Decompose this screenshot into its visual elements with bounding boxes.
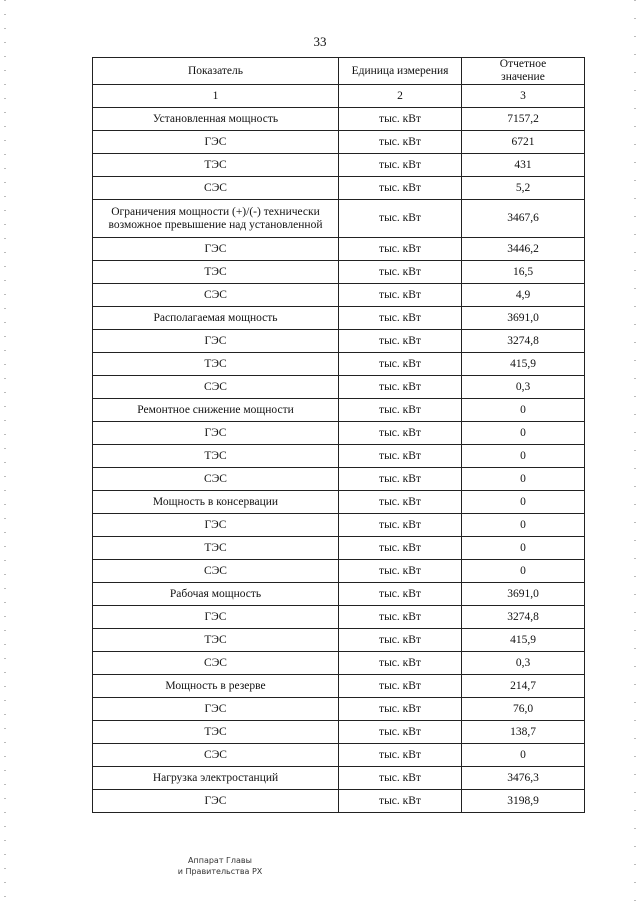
column-number-1: 1 xyxy=(93,85,339,108)
row-value: 431 xyxy=(462,154,585,177)
row-value: 0 xyxy=(462,514,585,537)
table-row xyxy=(93,261,585,284)
column-number-row xyxy=(93,85,585,108)
table-row xyxy=(93,629,585,652)
table-row xyxy=(93,284,585,307)
row-name: Нагрузка электростанций xyxy=(93,767,339,790)
row-unit: тыс. кВт xyxy=(339,629,462,652)
table-row xyxy=(93,376,585,399)
scan-edge-left xyxy=(4,0,6,905)
row-name: ГЭС xyxy=(93,606,339,629)
row-value: 3198,9 xyxy=(462,790,585,813)
row-value: 3274,8 xyxy=(462,606,585,629)
table-row xyxy=(93,767,585,790)
capacity-table xyxy=(92,57,585,813)
table-row xyxy=(93,238,585,261)
row-unit: тыс. кВт xyxy=(339,721,462,744)
table-row xyxy=(93,330,585,353)
row-unit: тыс. кВт xyxy=(339,108,462,131)
table-row xyxy=(93,131,585,154)
row-value: 0,3 xyxy=(462,376,585,399)
table-row xyxy=(93,514,585,537)
row-unit: тыс. кВт xyxy=(339,790,462,813)
row-name: Ремонтное снижение мощности xyxy=(93,399,339,422)
row-value: 16,5 xyxy=(462,261,585,284)
table-row xyxy=(93,560,585,583)
row-name: ТЭС xyxy=(93,154,339,177)
row-name: ГЭС xyxy=(93,330,339,353)
table-row xyxy=(93,652,585,675)
row-name: ТЭС xyxy=(93,445,339,468)
row-name: СЭС xyxy=(93,468,339,491)
row-value: 3691,0 xyxy=(462,583,585,606)
table-row xyxy=(93,537,585,560)
row-value: 0 xyxy=(462,744,585,767)
row-value: 3274,8 xyxy=(462,330,585,353)
row-name: СЭС xyxy=(93,744,339,767)
row-value: 0 xyxy=(462,491,585,514)
column-number-2: 2 xyxy=(339,85,462,108)
table-row xyxy=(93,353,585,376)
row-value: 0 xyxy=(462,560,585,583)
row-value: 0 xyxy=(462,468,585,491)
table-row xyxy=(93,675,585,698)
row-name: Установленная мощность xyxy=(93,108,339,131)
row-value: 0 xyxy=(462,422,585,445)
row-name: ГЭС xyxy=(93,422,339,445)
row-value: 0 xyxy=(462,445,585,468)
row-value: 5,2 xyxy=(462,177,585,200)
row-value: 415,9 xyxy=(462,353,585,376)
table-row xyxy=(93,108,585,131)
row-value: 3467,6 xyxy=(462,200,585,238)
table-row xyxy=(93,445,585,468)
table-row xyxy=(93,200,585,238)
page-number: 33 xyxy=(313,34,327,49)
row-value: 4,9 xyxy=(462,284,585,307)
row-unit: тыс. кВт xyxy=(339,422,462,445)
header-row xyxy=(93,58,585,85)
row-unit: тыс. кВт xyxy=(339,698,462,721)
row-unit: тыс. кВт xyxy=(339,261,462,284)
table-row xyxy=(93,307,585,330)
table-row xyxy=(93,790,585,813)
row-name: СЭС xyxy=(93,560,339,583)
scan-edge-right xyxy=(634,0,636,905)
row-value: 0 xyxy=(462,399,585,422)
row-value: 7157,2 xyxy=(462,108,585,131)
row-unit: тыс. кВт xyxy=(339,767,462,790)
row-unit: тыс. кВт xyxy=(339,284,462,307)
row-value: 3476,3 xyxy=(462,767,585,790)
row-name: Располагаемая мощность xyxy=(93,307,339,330)
table-row xyxy=(93,721,585,744)
table-row xyxy=(93,422,585,445)
header-unit: Единица измерения xyxy=(339,58,462,85)
row-unit: тыс. кВт xyxy=(339,583,462,606)
row-value: 138,7 xyxy=(462,721,585,744)
row-unit: тыс. кВт xyxy=(339,200,462,238)
row-unit: тыс. кВт xyxy=(339,154,462,177)
row-unit: тыс. кВт xyxy=(339,606,462,629)
footer-line-2: и Правительства РХ xyxy=(177,867,263,876)
row-name: ГЭС xyxy=(93,238,339,261)
row-value: 415,9 xyxy=(462,629,585,652)
row-unit: тыс. кВт xyxy=(339,652,462,675)
row-name: ГЭС xyxy=(93,514,339,537)
table-row xyxy=(93,698,585,721)
row-unit: тыс. кВт xyxy=(339,238,462,261)
row-value: 6721 xyxy=(462,131,585,154)
row-value: 0 xyxy=(462,537,585,560)
row-name: Рабочая мощность xyxy=(93,583,339,606)
row-unit: тыс. кВт xyxy=(339,560,462,583)
row-unit: тыс. кВт xyxy=(339,353,462,376)
row-name: Мощность в консервации xyxy=(93,491,339,514)
row-unit: тыс. кВт xyxy=(339,491,462,514)
row-name: ГЭС xyxy=(93,698,339,721)
table-row xyxy=(93,154,585,177)
row-name: СЭС xyxy=(93,177,339,200)
row-name: СЭС xyxy=(93,284,339,307)
row-value: 0,3 xyxy=(462,652,585,675)
row-value: 214,7 xyxy=(462,675,585,698)
footer-stamp xyxy=(150,855,290,877)
header-value: Отчетное значение xyxy=(462,58,585,85)
header-indicator: Показатель xyxy=(93,58,339,85)
row-value: 76,0 xyxy=(462,698,585,721)
row-name: ГЭС xyxy=(93,790,339,813)
table-row xyxy=(93,606,585,629)
row-name: СЭС xyxy=(93,652,339,675)
row-unit: тыс. кВт xyxy=(339,131,462,154)
row-unit: тыс. кВт xyxy=(339,744,462,767)
table-row xyxy=(93,468,585,491)
row-name: ГЭС xyxy=(93,131,339,154)
row-unit: тыс. кВт xyxy=(339,177,462,200)
row-unit: тыс. кВт xyxy=(339,399,462,422)
row-unit: тыс. кВт xyxy=(339,675,462,698)
row-name: Мощность в резерве xyxy=(93,675,339,698)
row-unit: тыс. кВт xyxy=(339,445,462,468)
row-unit: тыс. кВт xyxy=(339,514,462,537)
row-name: СЭС xyxy=(93,376,339,399)
row-value: 3691,0 xyxy=(462,307,585,330)
column-number-3: 3 xyxy=(462,85,585,108)
footer-line-1: Аппарат Главы xyxy=(188,856,252,865)
row-name: ТЭС xyxy=(93,721,339,744)
row-unit: тыс. кВт xyxy=(339,330,462,353)
row-name: ТЭС xyxy=(93,537,339,560)
table-row xyxy=(93,491,585,514)
row-unit: тыс. кВт xyxy=(339,376,462,399)
row-value: 3446,2 xyxy=(462,238,585,261)
row-unit: тыс. кВт xyxy=(339,468,462,491)
table-row xyxy=(93,177,585,200)
row-name: ТЭС xyxy=(93,629,339,652)
row-unit: тыс. кВт xyxy=(339,537,462,560)
table-row xyxy=(93,399,585,422)
row-name: ТЭС xyxy=(93,353,339,376)
row-name: ТЭС xyxy=(93,261,339,284)
row-unit: тыс. кВт xyxy=(339,307,462,330)
row-name: Ограничения мощности (+)/(-) технически возможное превышение над установленной xyxy=(93,200,339,238)
table-row xyxy=(93,744,585,767)
table-row xyxy=(93,583,585,606)
